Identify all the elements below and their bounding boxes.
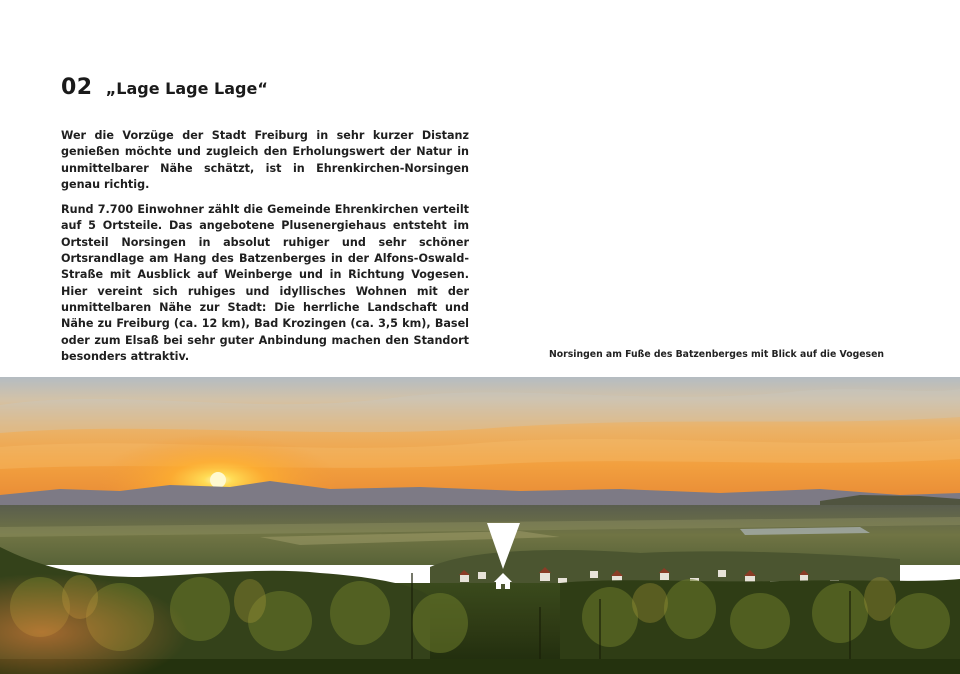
- paragraph-intro: Wer die Vorzüge der Stadt Freiburg in sehr kurzer Distanz genießen möchte und zugleich den Erholungswert der Natur in unmittelbarer Nähe schätzt, ist in Ehrenkirchen-Norsingen genau richtig.: [61, 129, 469, 191]
- landscape-photo: [0, 377, 960, 674]
- section-title: „Lage Lage Lage“: [105, 79, 268, 98]
- body-text: [61, 128, 469, 374]
- paragraph-location: Rund 7.700 Einwohner zählt die Gemeinde Ehrenkirchen verteilt auf 5 Ortsteile. Das angebotene Plusenergiehaus entsteht im Ortsteil Norsingen in absolut ruhiger und sehr schöner Ortsrandlage am Hang des Batzenberges in der Alfons-Oswald-Straße mit Ausblick auf Weinberge und in Richtung Vogesen. Hier vereint sich ruhiges und idyllisches Wohnen mit der unmittelbaren Nähe zur Stadt: Die herrliche Landschaft und Nähe zu Freiburg (ca. 12 km), Bad Krozingen (ca. 3,5 km), Basel oder zum Elsaß bei sehr guter Anbindung machen den Standort besonders attraktiv.: [61, 203, 469, 363]
- section-number: 02: [61, 75, 93, 100]
- section-heading: [61, 64, 268, 102]
- photo-caption: Norsingen am Fuße des Batzenberges mit Blick auf die Vogesen: [549, 349, 884, 360]
